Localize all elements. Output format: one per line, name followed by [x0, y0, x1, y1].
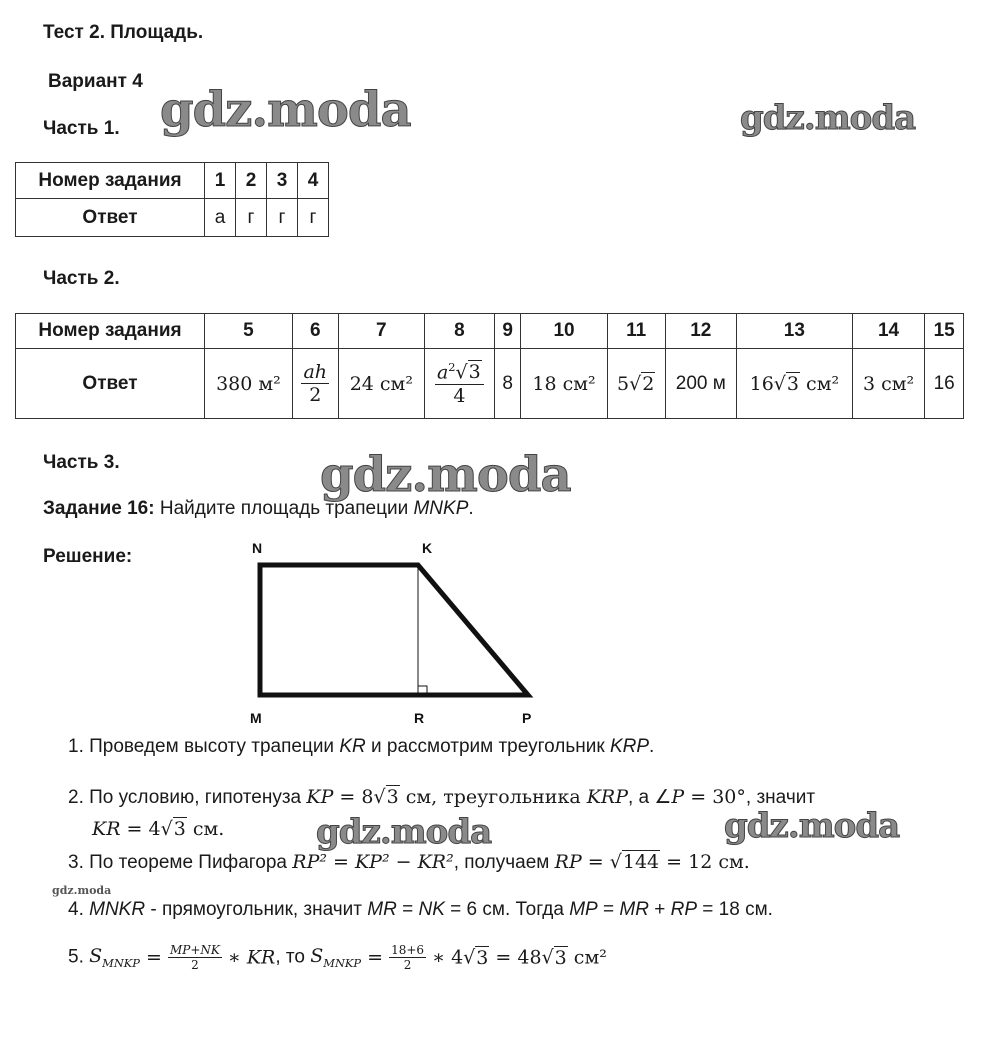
answer-cell: 3 см² — [852, 349, 925, 419]
numerator: ah — [303, 361, 328, 383]
figure-name: MNKP — [413, 498, 469, 519]
step-text: + — [648, 899, 671, 920]
task-number-cell: 15 — [925, 314, 964, 349]
area-subscript: MNKP — [102, 955, 140, 970]
math-text: ∗ 4 — [426, 946, 464, 969]
task-number-cell: 12 — [665, 314, 736, 349]
task-number-cell: 7 — [338, 314, 424, 349]
math-text: = — [581, 851, 610, 873]
watermark: gdz.moda — [320, 447, 571, 503]
segment-rp: RP — [554, 851, 582, 873]
step-text: - прямоугольник, значит — [145, 899, 368, 920]
radicand: 3 — [554, 946, 567, 969]
segment-nk: NK — [418, 899, 445, 920]
solution-step-2-cont: KR = 4√3 см. — [92, 818, 225, 840]
fraction — [435, 360, 484, 407]
rectangle-mnkr: MNKR — [89, 899, 146, 920]
radicand: 3 — [173, 818, 186, 840]
solution-step-2: 2. По условию, гипотенуза KP = 8√3 см, треугольника KRP, а ∠P = 30°, значит — [68, 786, 816, 808]
fraction — [389, 943, 426, 972]
math-text: = 8 — [333, 786, 374, 808]
answers-table-part2 — [15, 313, 964, 419]
task-number-cell: 6 — [292, 314, 338, 349]
math-text: см, — [399, 786, 438, 808]
math-text: треугольника — [437, 786, 587, 808]
task-number-header: Номер задания — [16, 163, 205, 199]
answers-table-part1 — [15, 162, 329, 237]
math-text: = 48 — [489, 946, 542, 969]
answer-cell: 380 м² — [205, 349, 293, 419]
step-text: = 18 см. — [697, 899, 773, 920]
step-text: , а ∠ — [627, 787, 672, 808]
segment-rp: RP — [670, 899, 698, 920]
answer-cell — [424, 349, 494, 419]
watermark: gdz.moda — [160, 82, 411, 138]
task-number-cell: 14 — [852, 314, 925, 349]
math-text: ∗ KR — [221, 946, 276, 969]
answer-header: Ответ — [16, 349, 205, 419]
step-text: . — [649, 736, 655, 757]
numerator: MP+NK — [169, 943, 220, 957]
radicand: 2 — [642, 372, 655, 395]
task-number-cell: 2 — [236, 163, 267, 199]
answer-cell — [292, 349, 338, 419]
solution-label: Решение: — [43, 546, 133, 567]
part3-label: Часть 3. — [43, 452, 120, 473]
math-text: = 4 — [120, 818, 161, 840]
triangle-krp: KRP — [586, 786, 628, 808]
power: 2 — [448, 359, 456, 374]
small-watermark: gdz.moda — [52, 884, 112, 897]
numerator: $a^2√3$ — [435, 360, 484, 385]
task-number-cell: 8 — [424, 314, 494, 349]
vertex-label-n: N — [252, 540, 263, 556]
watermark: gdz.moda — [316, 812, 492, 852]
answer-cell: 18 см² — [521, 349, 607, 419]
segment-kr: KR — [92, 818, 121, 840]
task-number-cell: 11 — [607, 314, 665, 349]
coefficient: 16 — [749, 372, 774, 395]
step-text: и рассмотрим треугольник — [365, 736, 610, 757]
step-text: , то — [275, 946, 311, 968]
step-number: 5. — [68, 946, 90, 968]
answer-cell: 16√3 см² — [736, 349, 852, 419]
task-number-cell: 4 — [298, 163, 329, 199]
angle-p: P — [671, 786, 685, 808]
step-text: 1. Проведем высоту трапеции — [68, 736, 340, 757]
step-text: = — [597, 899, 620, 920]
segment-kp: KP — [306, 786, 334, 808]
radicand: 3 — [476, 946, 489, 969]
denominator: 4 — [453, 385, 466, 408]
answer-cell: г — [267, 199, 298, 237]
answer-cell: г — [236, 199, 267, 237]
area-symbol: S — [89, 945, 103, 968]
task16-statement: Задание 16: Найдите площадь трапеции MNKP. — [43, 498, 474, 519]
fraction — [301, 361, 329, 406]
math-text: = — [361, 946, 390, 969]
task-number-cell: 9 — [494, 314, 521, 349]
segment-mp: MP — [569, 899, 598, 920]
radicand: 3 — [786, 372, 799, 395]
task16-text: Найдите площадь трапеции — [159, 498, 409, 519]
answer-cell: 24 см² — [338, 349, 424, 419]
coefficient: 5 — [617, 372, 630, 395]
trapezoid-diagram — [240, 535, 550, 730]
task-number-cell: 3 — [267, 163, 298, 199]
denominator: 2 — [191, 958, 199, 972]
denominator: 2 — [309, 384, 322, 406]
answer-cell: 16 — [925, 349, 964, 419]
watermark: gdz.moda — [724, 806, 900, 846]
radicand: 3 — [468, 361, 481, 384]
solution-step-5: 5. $S_{MNKP}$ = $\frac{MP+NK}{2}$ ∗ KR, то $S_{MNKP}$ = $\frac{18+6}{2}$ ∗ 4√3 = 48√3 см² — [68, 943, 607, 972]
radicand: 144 — [622, 851, 660, 873]
area-subscript: MNKP — [323, 955, 362, 970]
step-text: = — [396, 899, 419, 920]
segment-mr: MR — [367, 899, 397, 920]
answer-cell: а — [205, 199, 236, 237]
solution-step-4 — [68, 899, 773, 921]
step-text: , значит — [745, 787, 816, 808]
denominator: 2 — [403, 958, 412, 972]
answer-cell: г — [298, 199, 329, 237]
answer-header: Ответ — [16, 199, 205, 237]
vertex-label-k: K — [422, 540, 433, 556]
vertex-label-p: P — [522, 710, 532, 726]
task-number-cell: 1 — [205, 163, 236, 199]
unit: см² — [567, 946, 607, 969]
math-text: = — [139, 946, 168, 969]
page-title: Тест 2. Площадь. — [43, 22, 204, 43]
math-text: см. — [186, 818, 225, 840]
part2-label: Часть 2. — [43, 268, 120, 289]
radicand: 3 — [386, 786, 399, 808]
watermark: gdz.moda — [740, 98, 916, 138]
step-text: 3. По теореме Пифагора — [68, 852, 293, 873]
math-text: = 30° — [684, 786, 746, 808]
step-text: = 6 см. Тогда — [444, 899, 570, 920]
task16-label: Задание 16: — [43, 498, 155, 519]
step-text: , получаем — [453, 852, 555, 873]
answer-cell: 5√2 — [607, 349, 665, 419]
pythagorean-formula: RP² = KP² − KR² — [292, 851, 454, 873]
fraction — [168, 943, 222, 972]
vertex-label-r: R — [414, 710, 425, 726]
var-a: a — [436, 361, 449, 384]
step-number: 4. — [68, 899, 90, 920]
segment-mr: MR — [619, 899, 649, 920]
answer-cell: 8 — [494, 349, 521, 419]
part1-label: Часть 1. — [43, 118, 120, 139]
area-symbol: S — [310, 945, 324, 968]
solution-step-1 — [68, 736, 654, 758]
numerator: 18+6 — [391, 943, 425, 957]
task-number-cell: 10 — [521, 314, 607, 349]
vertex-label-m: M — [250, 710, 262, 726]
trapezoid-outline — [260, 565, 528, 695]
step-text: 2. По условию, гипотенуза — [68, 787, 307, 808]
task-number-cell: 13 — [736, 314, 852, 349]
segment-kr: KR — [339, 736, 366, 757]
task-number-cell: 5 — [205, 314, 293, 349]
answer-cell: 200 м — [665, 349, 736, 419]
triangle-krp: KRP — [609, 736, 650, 757]
math-text: = 12 см. — [660, 851, 750, 873]
variant-label: Вариант 4 — [48, 71, 143, 92]
unit: см² — [806, 372, 840, 395]
task-number-header: Номер задания — [16, 314, 205, 349]
solution-step-3: 3. По теореме Пифагора RP² = KP² − KR², получаем RP = √144 = 12 см. — [68, 851, 750, 873]
